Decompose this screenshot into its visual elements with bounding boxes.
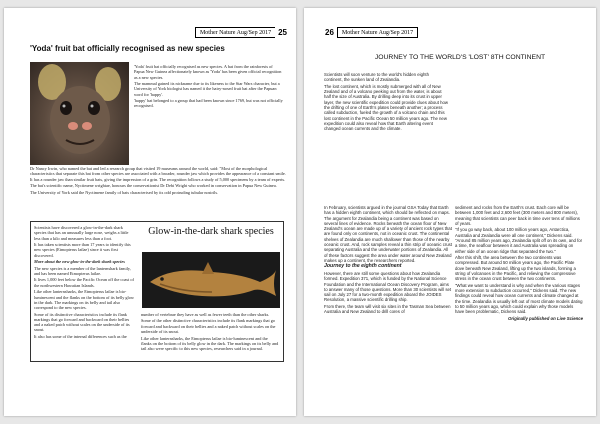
paragraph: sediment and rocks from the Earth's crust. Each core will be between 1,000 feet and 2,600 feet (300 meters and 800 meters), meaning that scientists can peer back in time over tens of millions of years. [455,205,580,226]
intro-column [134,64,284,110]
paragraph: In February, scientists argued in the journal GSA Today that Earth has a hidden eighth continent, which should be reflected on maps. The argument for Zealandia being a continent was based on several lines of evidence. Rocks beneath the ocean floor of New Zealand's ocean are made up of a variety of ancient rock types that are found only on continents, not in oceanic crust. The continental shelves of Zealandia are much shallower than those of the nearby oceanic crust. And, rock samples reveal a thin strip of oceanic crust separating Australia and the underwater portions of Zealandia. All of these factors suggest the area under water around New Zealand makes up a continent, the researchers reported. [324,205,453,263]
paragraph: "If you go way back, about 100 million years ago, Antarctica, Australia and Zealandia were all one continent," Dickens said. "Around 85 million years ago, Zealandia split off on its own, and for a time, the seafloor between it and Australia was spreading on either side of an ocean ridge that separated the two." [455,227,583,254]
paragraph: The new species is a member of the lanternshark family, and has been named Etmopterus lailae. [34,265,131,276]
paragraph: "What we want to understand is why and when the various stages more extension to subduction occurred," Dickens said. The new findings could reveal how ocean currents and climate changed at the time. Zealandia is usually left out of most climate models dating to 50 million years ago, which could explain why those models have been problematic, Dickens said. [455,282,583,315]
paragraph: The University of York said the Nyctimene family of bats characterised by its odd protruding tubular nostrils. [30,189,219,195]
page-number: 25 [278,28,287,37]
paragraph: Scientists will soon venture to the world's hidden eighth continent, the sunken land of Zealandia. [324,72,429,83]
right-page [304,8,596,416]
intro-column [324,72,448,133]
paragraph: It lives 1,000 feet below the Pacific Ocean off the coast of the northwestern Hawaiian Islands. [34,277,134,288]
source-credit: Originally published on Live Science [508,315,583,321]
subheading: Journey to the eighth continent [324,263,402,270]
left-page [4,8,296,416]
paragraph: Dr Nancy Irwin, who named the bat and led a research group that visited 19 museums around the world, said: "Most of the morphological characteristics that separate this bat from other species are associated with a broader, rounder jaw which provides the appearance of a constant smile. It has a rounder jaw than similar fruit bats, giving the impression of a grin. The recognition follows a study of 5,000 specimens by a team of experts. [30,166,286,182]
left-page-header [195,27,290,38]
paragraph: 'Yoda' fruit bat officially recognised as new species. A bat from the rainforests of Papua New Guinea affectionately known as 'Yoda' has been given official recognition as a new species. [134,64,282,80]
article-title: JOURNEY TO THE WORLD'S 'LOST' 8TH CONTINENT [374,54,546,61]
article-title: 'Yoda' fruit bat officially recognised as new species [30,44,225,53]
shark-photo [142,252,280,308]
shark-illustration [142,252,280,308]
shark-sidebar-box [30,221,284,362]
paragraph: Some of its distinctive characteristics include its flank markings that go forward and backward on their bellies and a naked patch without scales on the underside of its snout. [34,311,130,333]
paragraph: Some of the other distinctive characteristics include its flank markings that go forward and backward on their bellies and a naked patch without scales on the underside of its snout. [141,318,276,335]
page-number: 26 [325,28,334,37]
article-body [30,166,288,196]
paragraph: It also has some of the internal differences such as the [34,333,127,339]
magazine-name: Mother Nature Aug/Sep 2017 [337,27,418,38]
paragraph: It has taken scientists more than 17 years to identify this new species (Etmopterus lailae) since it was first discovered. [34,242,131,258]
bat-photo [30,62,129,165]
shark-title: Glow-in-the-dark shark species [148,226,274,237]
paragraph: From there, the team will visit six sites in the Tasman Sea between Australia and New Zealand to drill cores of [324,303,451,315]
shark-column-2 [141,312,279,353]
article-column-1 [324,205,452,316]
magazine-name: Mother Nature Aug/Sep 2017 [195,27,275,38]
paragraph: 'happy' bat belonged to a group that had been known since 1769, but was not officially recognised. [134,98,283,109]
shark-column-1 [34,225,135,340]
paragraph: The mammal gained its nickname due to its likeness to the Star Wars character, but a University of York biologist has named it the hairy-nosed fruit bat after the Papuan word for 'happy'. [134,81,280,97]
right-page-header [322,27,418,38]
subheading: More about the new glow-in-the-dark shark species [34,259,125,265]
article-column-2 [455,205,583,322]
paragraph: After this shift, the area between the two continents was compressed. But around 50 million years ago, the Pacific Plate dove beneath New Zealand, lifting up the two islands, forming a string of volcanoes in the Pacific, and relieving the compressive stress in the ocean crust between the two continents. [455,255,576,282]
bat-face-illustration [30,62,129,165]
paragraph: Like other lanternsharks, the Etmopterus lailae is bio-luminescent and the flanks on the bottom of its belly glow in the dark. The markings on its belly and tail also were specific to this new species, researchers said in a journal. [141,335,279,352]
paragraph: number of vertebrae they have as well as fewer teeth than the other sharks. [141,312,270,317]
paragraph: The bat's scientific name, Nyctimene wrightae, honours the conservationist Dr Debi Wright who worked in conservation in Papua New Guinea. [30,183,277,189]
paragraph: However, there are still some questions about how Zealandia formed. Expedition 371, which is funded by the National Science Foundation and the International Ocean Discovery Program, aims to answer many of those questions. More than 30 scientists will set sail on July 27 for a two-month expedition aboard the JOIDES Resolution, a massive scientific drilling ship. [324,270,452,303]
paragraph: The lost continent, which is mostly submerged with all of New Zealand and of a volcano peeking out from the water, is about half the size of Australia. By drilling deep into its crust in upper layer, the new scientific expedition could provide clues about how the drifting of one of Earth's plates beneath another; a process called subduction, fueled the growth of a volcano chain and this lost continent in the Pacific Ocean 50 million years ago. The new expedition could also reveal how that Earth altering event changed ocean currents and the climate. [324,83,448,132]
paragraph: Scientists have discovered a glow-in-the-dark shark species that has an unusually large nose, weighs a little less than a kilo and measures less than a foot. [34,225,129,241]
paragraph: Like other lanternsharks, the Etmopterus lailae is bio-luminescent and the flanks on the bottom of its belly glow in the dark. The markings on its belly and tail also correspond to the new species. [34,289,135,311]
